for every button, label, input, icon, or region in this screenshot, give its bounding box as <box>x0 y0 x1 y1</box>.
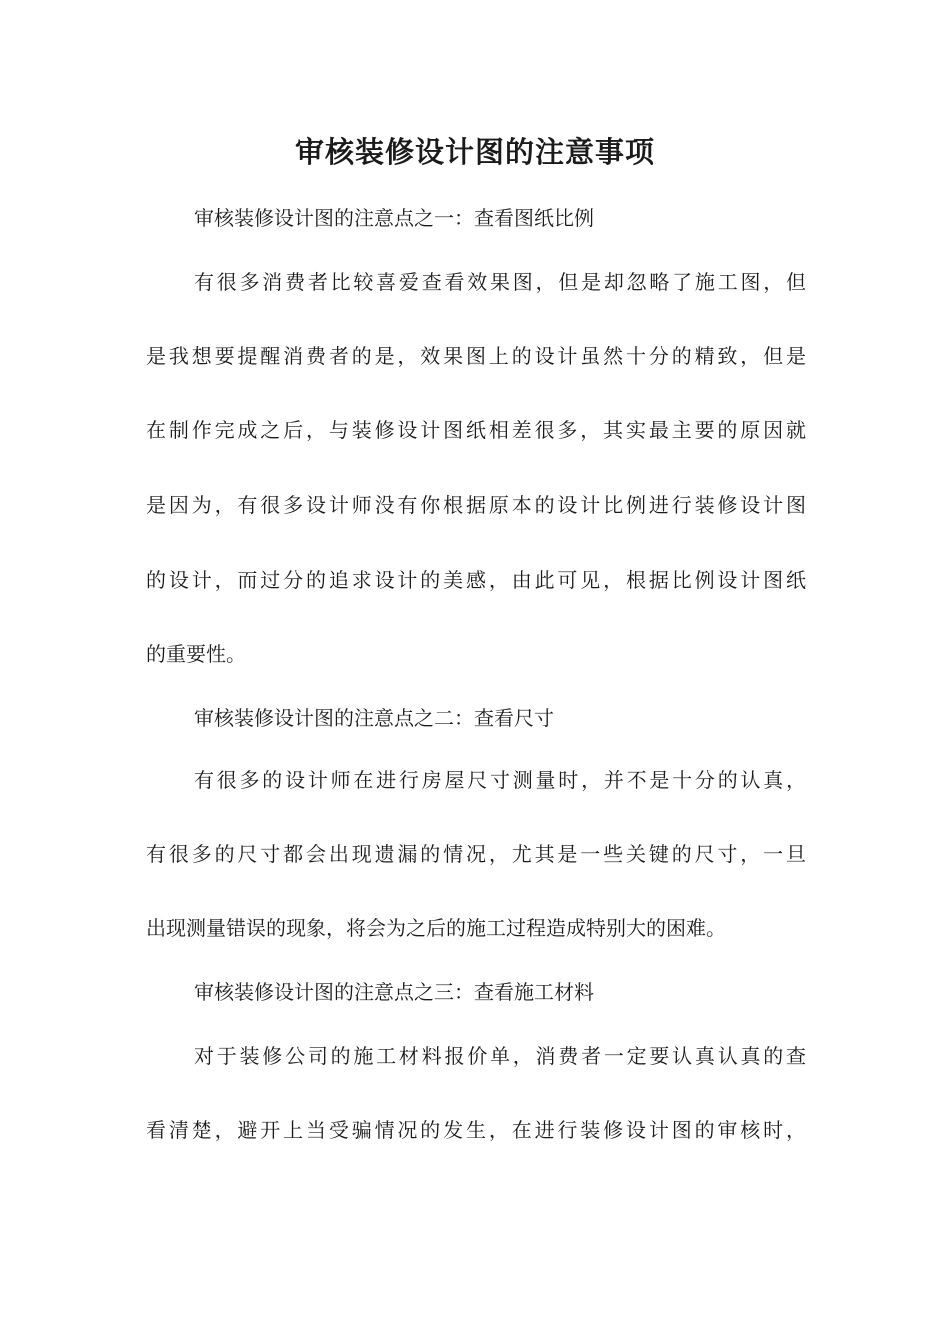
paragraph-line: 有很多的设计师在进行房屋尺寸测量时，并不是十分的认真， <box>194 768 806 792</box>
paragraph-line: 看清楚，避开上当受骗情况的发生，在进行装修设计图的审核时， <box>146 1118 806 1142</box>
paragraph-line: 有很多的尺寸都会出现遗漏的情况，尤其是一些关键的尺寸，一旦 <box>146 842 806 866</box>
paragraph-line: 有很多消费者比较喜爱查看效果图，但是却忽略了施工图，但 <box>194 270 806 294</box>
section-heading-2: 审核装修设计图的注意点之二：查看尺寸 <box>194 706 554 730</box>
paragraph-line: 在制作完成之后，与装修设计图纸相差很多，其实最主要的原因就 <box>146 418 806 442</box>
section-heading-3: 审核装修设计图的注意点之三：查看施工材料 <box>194 980 594 1004</box>
document-title: 审核装修设计图的注意事项 <box>294 135 655 169</box>
paragraph-line: 的重要性。 <box>146 642 246 666</box>
paragraph-line: 出现测量错误的现象，将会为之后的施工过程造成特别大的困难。 <box>146 916 726 940</box>
section-heading-1: 审核装修设计图的注意点之一：查看图纸比例 <box>194 206 594 230</box>
paragraph-line: 是我想要提醒消费者的是，效果图上的设计虽然十分的精致，但是 <box>146 344 806 368</box>
paragraph-line: 对于装修公司的施工材料报价单，消费者一定要认真认真的查 <box>194 1044 806 1068</box>
paragraph-line: 的设计，而过分的追求设计的美感，由此可见，根据比例设计图纸 <box>146 568 806 592</box>
paragraph-line: 是因为，有很多设计师没有你根据原本的设计比例进行装修设计图 <box>146 493 806 517</box>
